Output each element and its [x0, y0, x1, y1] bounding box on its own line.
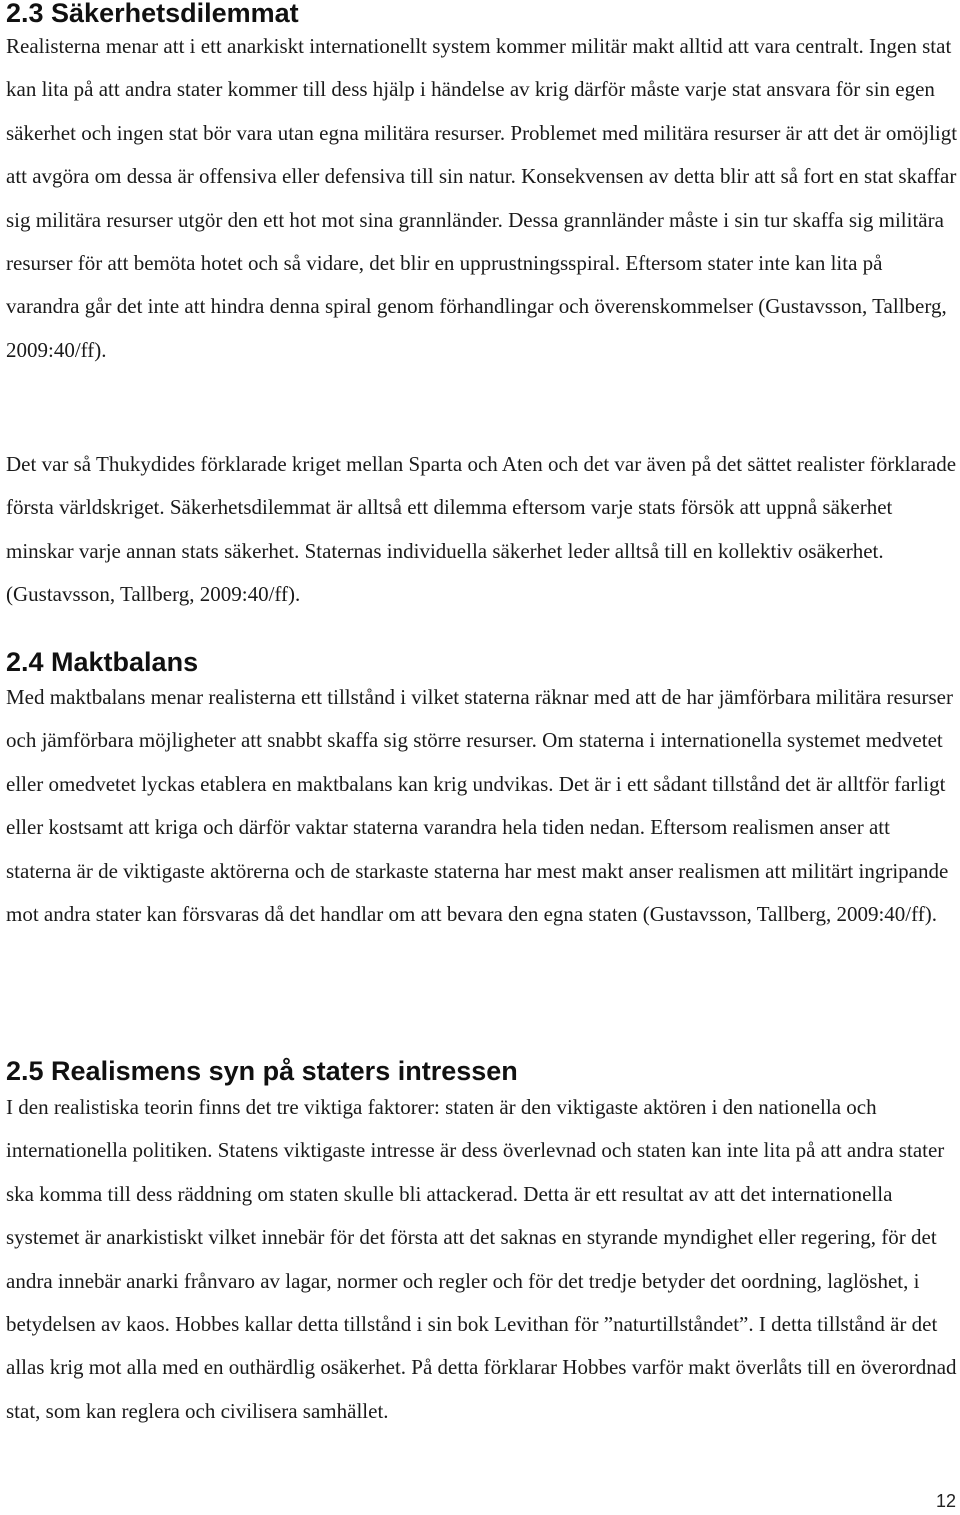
section-paragraph: Realisterna menar att i ett anarkiskt internationellt system kommer militär makt alltid att vara centralt. Ingen stat kan lita på att andra stater kommer till dess hjälp i händelse av krig därför måste varje stat ansvara för sin egen säkerhet och ingen stat bör vara utan egna militära resurser. Problemet med militära resurser är att det är omöjligt att avgöra om dessa är offensiva eller defensiva till sin natur. Konsekvensen av detta blir att så fort en stat skaffar sig militära resurser utgör den ett hot mot sina grannländer. Dessa grannländer måste i sin tur skaffa sig militära resurser för att bemöta hotet och så vidare, det blir en upprustningsspiral. Eftersom stater inte kan lita på varandra går det inte att hindra denna spiral genom förhandlingar och överenskommelser (Gustavsson, Tallberg, 2009:40/ff). [6, 34, 958, 362]
section-heading-maktbalans: 2.4 Maktbalans [6, 647, 199, 677]
section-paragraph: Med maktbalans menar realisterna ett tillstånd i vilket staterna räknar med att de har jämförbara militära resurser och jämförbara möjligheter att snabbt skaffa sig större resurser. Om staterna i internationella systemet medvetet eller omedvetet lyckas etablera en maktbalans kan krig undvikas. Det är i ett sådant tillstånd det är alltför farligt eller kostsamt att kriga och därför vaktar staterna varandra hela tiden nedan. Eftersom realismen anser att staterna är de viktigaste aktörerna och de starkaste staterna har mest makt anser realismen att militärt ingripande mot andra stater kan försvaras då det handlar om att bevara den egna staten (Gustavsson, Tallberg, 2009:40/ff). [6, 685, 953, 927]
section-heading-realismens-syn: 2.5 Realismens syn på staters intressen [6, 1056, 518, 1086]
section-paragraph: I den realistiska teorin finns det tre viktiga faktorer: staten är den viktigaste aktören i den nationella och internationella politiken. Statens viktigaste intresse är dess överlevnad och staten kan inte lita på att andra stater ska komma till dess räddning om staten skulle bli attackerad. Detta är ett resultat av att det internationella systemet är anarkistiskt vilket innebär för det första att det saknas en styrande myndighet eller regering, för det andra innebär anarki frånvaro av lagar, normer och regler och för det tredje betyder det oordning, laglöshet, i betydelsen av kaos. Hobbes kallar detta tillstånd i sin bok Levithan för ”naturtillståndet”. I detta tillstånd är det allas krig mot alla med en outhärdlig osäkerhet. På detta förklarar Hobbes varför makt överlåts till en överordnad stat, som kan reglera och civilisera samhället. [6, 1095, 957, 1423]
page-number: 12 [935, 1491, 956, 1511]
section-paragraph: Det var så Thukydides förklarade kriget mellan Sparta och Aten och det var även på det sättet realister förklarade första världskriget. Säkerhetsdilemmat är alltså ett dilemma eftersom varje stats försök att uppnå säkerhet minskar varje annan stats säkerhet. Staternas individuella säkerhet leder alltså till en kollektiv osäkerhet. (Gustavsson, Tallberg, 2009:40/ff). [6, 452, 957, 607]
section-heading-sakerhetsdilemmat: 2.3 Säkerhetsdilemmat [6, 0, 299, 28]
